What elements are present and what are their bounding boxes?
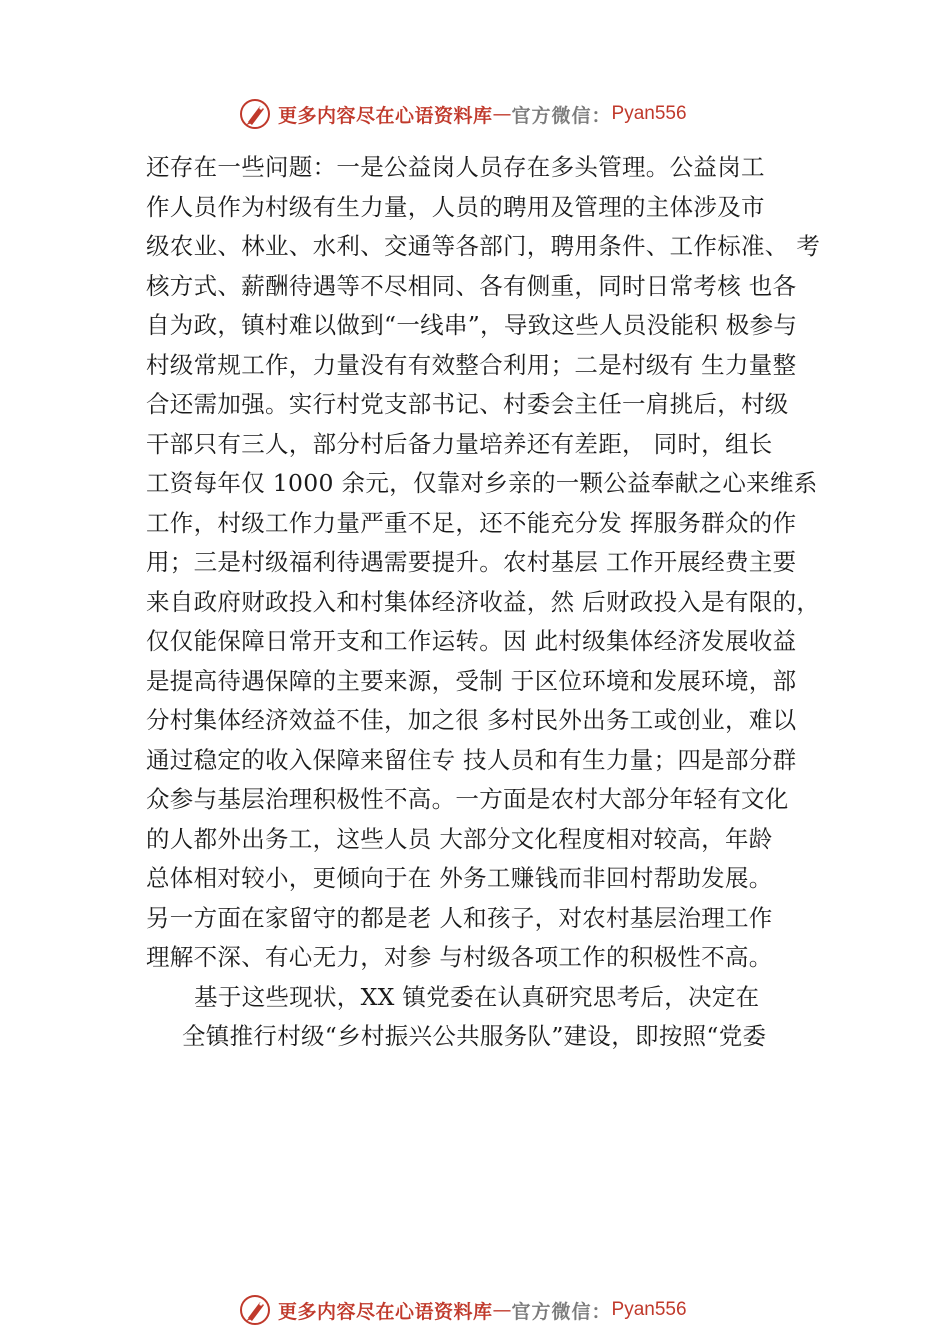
text-line: 核方式、薪酬待遇等不尽相同、各有侧重，同时日常考核 也各: [146, 271, 797, 300]
paragraph-first-line: 基于这些现状，XX 镇党委在认真研究思考后，决定在: [194, 982, 760, 1011]
text-line: 理解不深、有心无力，对参 与村级各项工作的积极性不高。: [146, 943, 773, 971]
text-line: 分村集体经济效益不佳，加之很 多村民外出务工或创业，难以: [146, 706, 797, 734]
watermark-wechat-id: Pyan556: [611, 103, 687, 124]
text-line: 的人都外出务工，这些人员 大部分文化程度相对较高，年龄: [146, 824, 773, 853]
watermark-official-label: 官方微信：: [511, 1300, 612, 1323]
pen-nib-logo-icon: [238, 97, 272, 131]
text-line: 工资每年仅 1000 余元，仅靠对乡亲的一颗公益奉献之心来维系: [146, 469, 818, 497]
text-line: 村级常规工作，力量没有有效整合利用；二是村级有 生力量整: [146, 350, 797, 379]
text-line: 用；三是村级福利待遇需要提升。农村基层 工作开展经费主要: [146, 548, 797, 576]
text-line: 来自政府财政投入和村集体经济收益，然 后财政投入是有限的，: [146, 587, 821, 616]
footer-watermark: [238, 1290, 687, 1330]
watermark-main-text: 更多内容尽在心语资料库: [278, 1300, 493, 1323]
pen-nib-logo-icon: [238, 1293, 272, 1327]
text-line: 自为政，镇村难以做到“一线串”，导致这些人员没能积 极参与: [146, 311, 798, 339]
text-line: 仅仅能保障日常开支和工作运转。因 此村级集体经济发展收益: [146, 627, 797, 655]
text-line: 合还需加强。实行村党支部书记、村委会主任一肩挑后，村级: [146, 390, 789, 418]
text-line: 作人员作为村级有生力量，人员的聘用及管理的主体涉及市: [146, 192, 765, 221]
text-line: 总体相对较小，更倾向于在 外务工赚钱而非回村帮助发展。: [146, 864, 773, 892]
text-line: 通过稳定的收入保障来留住专 技人员和有生力量；四是部分群: [146, 745, 797, 774]
watermark-main-text: 更多内容尽在心语资料库: [278, 104, 493, 127]
text-line: 还存在一些问题：一是公益岗人员存在多头管理。公益岗工: [146, 153, 765, 181]
text-line: 是提高待遇保障的主要来源，受制 于区位环境和发展环境，部: [146, 666, 797, 695]
text-line: 工作，村级工作力量严重不足，还不能充分发 挥服务群众的作: [146, 508, 797, 537]
header-watermark: [238, 94, 687, 134]
text-line: 级农业、林业、水利、交通等各部门，聘用条件、工作标准、 考: [146, 232, 821, 260]
text-line: 全镇推行村级“乡村振兴公共服务队”建设，即按照“党委: [182, 1022, 767, 1050]
text-line: 另一方面在家留守的都是老 人和孩子，对农村基层治理工作: [146, 903, 773, 932]
watermark-official-label: 官方微信：: [511, 104, 612, 127]
text-line: 干部只有三人，部分村后备力量培养还有差距， 同时，组长: [146, 429, 773, 458]
document-body: [146, 148, 836, 1057]
watermark-wechat-id: Pyan556: [611, 1299, 687, 1320]
text-line: 众参与基层治理积极性不高。一方面是农村大部分年轻有文化: [146, 785, 789, 813]
watermark-dash: —: [492, 1299, 512, 1321]
watermark-dash: —: [492, 103, 512, 125]
